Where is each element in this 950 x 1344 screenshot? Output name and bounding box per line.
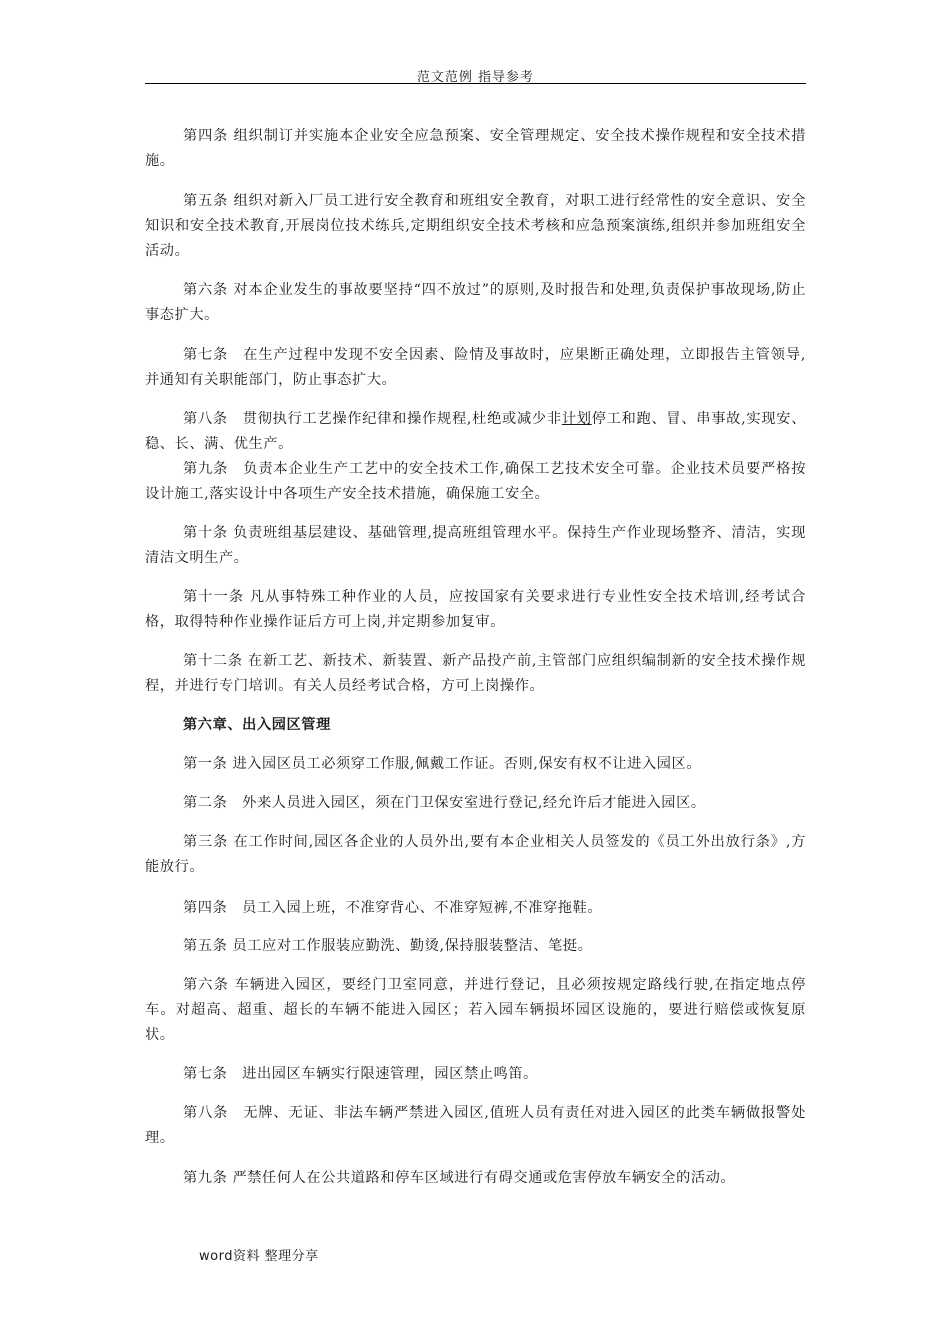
chapter-6-article-8: 第八条 无牌、无证、非法车辆严禁进入园区,值班人员有责任对进入园区的此类车辆做报警处理。 [145,1105,806,1146]
page-footer: word资料 整理分享 [199,1249,319,1264]
header-rule [145,83,806,84]
chapter-6-article-2: 第二条 外来人员进入园区，须在门卫保安室进行登记,经允许后才能进入园区。 [183,795,706,811]
article-11: 第十一条 凡从事特殊工种作业的人员，应按国家有关要求进行专业性安全技术培训,经考试合格，取得特种作业操作证后方可上岗,并定期参加复审。 [145,589,806,630]
chapter-6-article-6: 第六条 车辆进入园区，要经门卫室同意，并进行登记，且必须按规定路线行驶,在指定地点停车。对超高、超重、超长的车辆不能进入园区；若入园车辆损坏园区设施的，要进行赔偿或恢复原状。 [145,977,806,1043]
article-8 [145,407,806,457]
article-4: 第四条 组织制订并实施本企业安全应急预案、安全管理规定、安全技术操作规程和安全技术措施。 [145,128,806,169]
chapter-6-article-4: 第四条 员工入园上班，不准穿背心、不准穿短裤,不准穿拖鞋。 [183,900,603,916]
chapter-6-article-9: 第九条 严禁任何人在公共道路和停车区域进行有碍交通或危害停放车辆安全的活动。 [183,1170,736,1186]
chapter-6-article-3: 第三条 在工作时间,园区各企业的人员外出,要有本企业相关人员签发的《员工外出放行条》,方能放行。 [145,834,806,875]
article-7: 第七条 在生产过程中发现不安全因素、险情及事故时，应果断正确处理，立即报告主管领导,并通知有关职能部门，防止事态扩大。 [145,347,806,388]
chapter-6-heading: 第六章、出入园区管理 [183,717,331,733]
chapter-6-article-5: 第五条 员工应对工作服装应勤洗、勤烫,保持服装整洁、笔挺。 [183,938,593,954]
article-8-underlined-text: 计划 [561,411,592,427]
article-6: 第六条 对本企业发生的事故要坚持“四不放过”的原则,及时报告和处理,负责保护事故现场,防止事态扩大。 [145,282,806,323]
article-12: 第十二条 在新工艺、新技术、新装置、新产品投产前,主管部门应组织编制新的安全技术操作规程，并进行专门培训。有关人员经考试合格，方可上岗操作。 [145,653,806,694]
chapter-6-article-1: 第一条 进入园区员工必须穿工作服,佩戴工作证。否则,保安有权不让进入园区。 [183,756,702,772]
article-8-text-before: 第八条 贯彻执行工艺操作纪律和操作规程,杜绝或减少非 [183,411,562,427]
chapter-6-article-7: 第七条 进出园区车辆实行限速管理，园区禁止鸣笛。 [183,1066,538,1082]
page-header: 范文范例 指导参考 [416,70,535,85]
article-9: 第九条 负责本企业生产工艺中的安全技术工作,确保工艺技术安全可靠。企业技术员要严格按设计施工,落实设计中各项生产安全技术措施，确保施工安全。 [145,461,806,502]
article-5: 第五条 组织对新入厂员工进行安全教育和班组安全教育，对职工进行经常性的安全意识、安全知识和安全技术教育,开展岗位技术练兵,定期组织安全技术考核和应急预案演练,组织并参加班组安全活动。 [145,193,806,259]
article-8-text-after: 停工和跑、冒、串事故,实现安、稳、长、满、优生产。 [145,411,806,452]
article-10: 第十条 负责班组基层建设、基础管理,提高班组管理水平。保持生产作业现场整齐、清洁，实现清洁文明生产。 [145,525,806,566]
